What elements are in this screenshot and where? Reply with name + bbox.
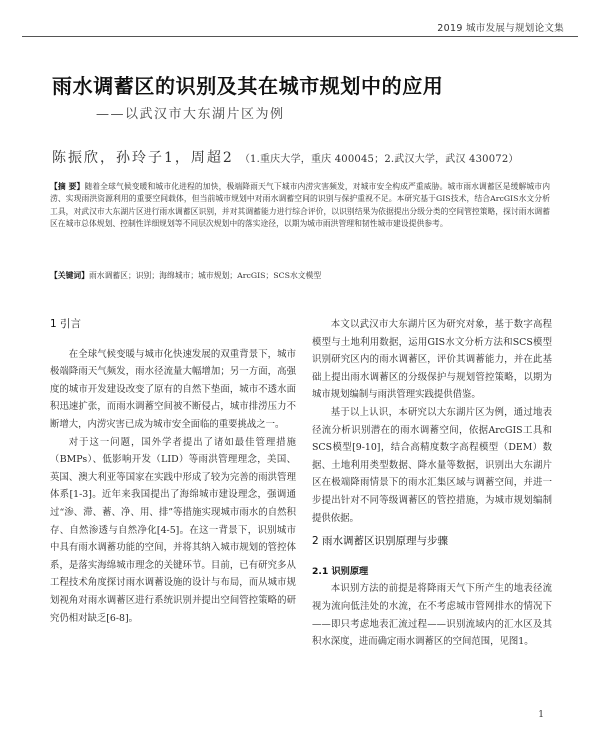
header-rule bbox=[22, 36, 578, 37]
intro-paragraph-3: 本文以武汉市大东湖片区为研究对象，基于数字高程模型与土地利用数据，运用GIS水文分析方法和SCS模型识别研究区内的雨水调蓄区，评价其调蓄能力，并在此基础上提出雨水调蓄区的分级保护与规划管控策略，以期为城市规划编制与雨洪管理实践提供借鉴。 bbox=[312, 319, 552, 401]
keywords-text: 雨水调蓄区；识别；海绵城市；城市规划；ArcGIS；SCS水文模型 bbox=[88, 271, 322, 280]
section-heading-method: 2 雨水调蓄区识别原理与步骤 bbox=[312, 535, 449, 548]
paper-subtitle: ——以武汉市大东湖片区为例 bbox=[96, 107, 285, 122]
author-names: 陈振欣，孙玲子1，周超2 bbox=[52, 150, 234, 166]
keywords-label: 【关键词】 bbox=[50, 271, 89, 280]
intro-paragraph-1: 在全球气候变暖与城市化快速发展的双重背景下，城市极端降雨天气频发，雨水径流量大幅增加；另一方面，高强度的城市开发建设改变了原有的自然下垫面，城市不透水面积迅速扩张，而雨水调蓄空间被不断侵占，城市排涝压力不断增大，内涝灾害已成为城市安全面临的重要挑战之一。 bbox=[50, 348, 296, 430]
left-column bbox=[50, 316, 296, 627]
method-paragraph-1: 本识别方法的前提是将降雨天气下所产生的地表径流视为流向低洼处的水流，在不考虑城市管网排水的情况下——即只考虑地表汇流过程——识别流域内的汇水区及其积水深度，进而确定雨水调蓄区的空间范围，见图1。 bbox=[312, 583, 552, 648]
section-heading-introduction: 1 引言 bbox=[50, 318, 82, 330]
subsection-heading-principle: 2.1 识别原理 bbox=[312, 565, 369, 577]
right-column bbox=[312, 316, 552, 651]
running-head: 2019 城市发展与规划论文集 bbox=[437, 23, 564, 34]
abstract-text: 随着全球气候变暖和城市化进程的加快，极端降雨天气下城市内涝灾害频发，对城市安全构成严重威胁。城市雨水调蓄区是缓解城市内涝、实现雨洪资源利用的重要空间载体，但当前城市规划中对雨水调蓄空间的识别与保护重视不足。本研究基于GIS技术，结合ArcGIS水文分析工具，对武汉市大东湖片区进行雨水调蓄区识别，并对其调蓄能力进行综合评价，以识别结果为依据提出分级分类的空间管控策略，探讨雨水调蓄区在城市总体规划、控制性详细规划等不同层次规划中的落实途径，以期为城市雨洪管理和韧性城市建设提供参考。 bbox=[50, 182, 550, 228]
abstract-label: 【摘 要】 bbox=[50, 182, 85, 191]
abstract bbox=[50, 181, 550, 230]
keywords bbox=[50, 270, 550, 282]
author-line bbox=[52, 147, 572, 167]
intro-paragraph-2: 对于这一问题，国外学者提出了诸如最佳管理措施（BMPs）、低影响开发（LID）等雨洪管理理念，美国、英国、澳大利亚等国家在实践中形成了较为完善的雨洪管理体系[1-3]。近年来我国提出了海绵城市建设理念，强调通过“渗、滞、蓄、净、用、排”等措施实现城市雨水的自然积存、自然渗透与自然净化[4-5]。在这一背景下，识别城市中具有雨水调蓄功能的空间，并将其纳入城市规划的管控体系，是落实海绵城市理念的关键环节。目前，已有研究多从工程技术角度探讨雨水调蓄设施的设计与布局，而从城市规划视角对雨水调蓄区进行系统识别并提出空间管控策略的研究仍相对缺乏[6-8]。 bbox=[50, 436, 296, 624]
author-affiliation: （1.重庆大学，重庆 400045；2.武汉大学，武汉 430072） bbox=[239, 154, 519, 165]
page-number: 1 bbox=[538, 710, 544, 720]
paper-title: 雨水调蓄区的识别及其在城市规划中的应用 bbox=[52, 74, 444, 98]
intro-paragraph-4: 基于以上认识，本研究以大东湖片区为例，通过地表径流分析识别潜在的雨水调蓄空间，依据ArcGIS工具和SCS模型[9-10]，结合高精度数字高程模型（DEM）数据、土地利用类型数据、降水量等数据，识别出大东湖片区在极端降雨情景下的雨水汇集区域与调蓄空间，并进一步提出针对不同等级调蓄区的管控措施，为城市规划编制提供依据。 bbox=[312, 406, 552, 524]
